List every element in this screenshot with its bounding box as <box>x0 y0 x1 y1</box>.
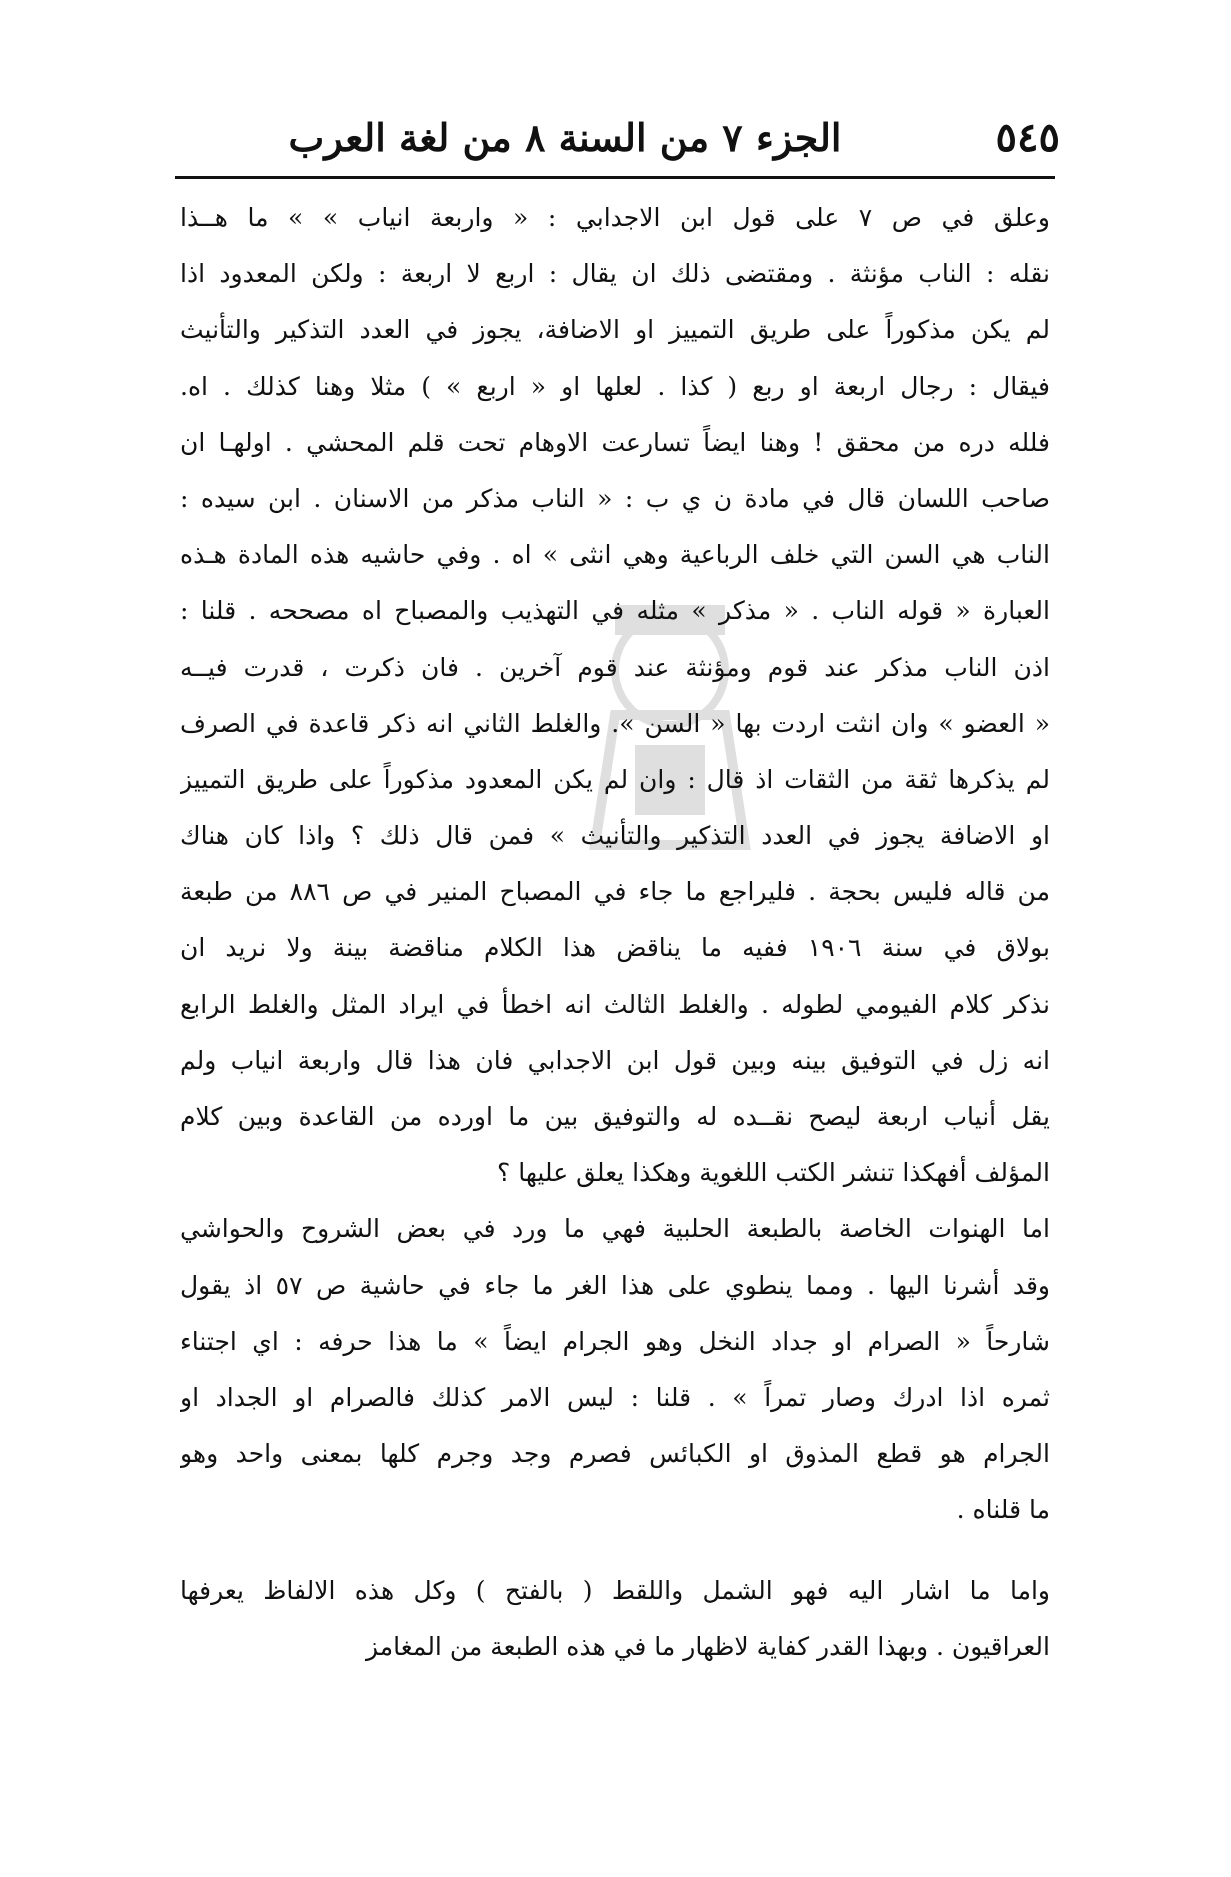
text-line: فلله دره من محقق ! وهنا ايضاً تسارعت الاوهام تحت قلم المحشي . اولهـا ان <box>180 427 1050 457</box>
text-line: وعلق في ص ٧ على قول ابن الاجدابي : « واربعة انياب » » ما هــذا <box>180 203 1050 232</box>
text-line: وقد أشرنا اليها . ومما ينطوي على هذا الغر ما جاء في حاشية ص ٥٧ اذ يقول <box>180 1270 1050 1300</box>
text-line: ثمره اذا ادرك وصار تمراً » . قلنا : ليس الامر كذلك فالصرام او الجداد او <box>180 1382 1050 1412</box>
text-line: العبارة « قوله الناب . « مذكر » مثله في التهذيب والمصباح اه مصححه . قلنا : <box>180 596 1050 626</box>
text-line: الناب هي السن التي خلف الرباعية وهي انثى » اه . وفي حاشيه هذه المادة هـذه <box>180 540 1050 570</box>
text-line: ما قلناه . <box>956 1495 1050 1525</box>
text-line: اما الهنوات الخاصة بالطبعة الحلبية فهي ما ورد في بعض الشروح والحواشي <box>180 1214 1050 1244</box>
paragraph-container <box>180 190 1050 1675</box>
paragraph <box>180 1563 1050 1675</box>
text-line: انه زل في التوفيق بينه وبين قول ابن الاجدابي فان هذا قال واربعة انياب ولم <box>180 1045 1050 1075</box>
text-line: يقل أنياب اربعة ليصح نقــده له والتوفيق بين ما اورده من القاعدة وبين كلام <box>180 1102 1050 1131</box>
page-number: ٥٤٥ <box>995 114 1060 161</box>
text-line: او الاضافة يجوز في العدد التذكير والتأنيث » فمن قال ذلك ؟ واذا كان هناك <box>180 821 1050 851</box>
text-line: نذكر كلام الفيومي لطوله . والغلط الثالث انه اخطأ في ايراد المثل والغلط الرابع <box>180 989 1050 1019</box>
paragraph-gap <box>180 1539 1050 1563</box>
paragraph <box>180 1201 1050 1538</box>
paragraph <box>180 190 1050 1201</box>
text-line: اذن الناب مذكر عند قوم ومؤنثة عند قوم آخرين . فان ذكرت ، قدرت فيــه <box>180 652 1050 682</box>
text-line: صاحب اللسان قال في مادة ن ي ب : « الناب مذكر من الاسنان . ابن سيده : <box>180 483 1050 513</box>
text-line: لم يذكرها ثقة من الثقات اذ قال : وان لم يكن المعدود مذكوراً على طريق التمييز <box>180 764 1050 794</box>
text-line: شارحاً « الصرام او جداد النخل وهو الجرام ايضاً » ما هذا حرفه : اي اجتناء <box>180 1326 1050 1356</box>
text-line: نقله : الناب مؤنثة . ومقتضى ذلك ان يقال : اربع لا اربعة : ولكن المعدود اذا <box>180 259 1050 289</box>
running-title: الجزء ٧ من السنة ٨ من لغة العرب <box>288 115 842 160</box>
text-line: فيقال : رجال اربعة او ربع ( كذا . لعلها او « اربع » ) مثلا وهنا كذلك . اه. <box>180 371 1050 401</box>
text-line: من قاله فليس بحجة . فليراجع ما جاء في المصباح المنير في ص ٨٨٦ من طبعة <box>180 877 1050 907</box>
text-line: بولاق في سنة ١٩٠٦ ففيه ما يناقض هذا الكلام مناقضة بينة ولا نريد ان <box>180 933 1050 963</box>
article-body <box>180 190 1050 1675</box>
page-header <box>180 108 1060 168</box>
text-line: « العضو » وان انثت اردت بها « السن ». والغلط الثاني انه ذكر قاعدة في الصرف <box>180 708 1050 738</box>
text-line: المؤلف أفهكذا تنشر الكتب اللغوية وهكذا يعلق عليها ؟ <box>497 1158 1050 1188</box>
text-line: لم يكن مذكوراً على طريق التمييز او الاضافة، يجوز في العدد التذكير والتأنيث <box>180 315 1050 345</box>
text-line: واما ما اشار اليه فهو الشمل واللقط ( بالفتح ) وكل هذه الالفاظ يعرفها <box>180 1575 1050 1605</box>
header-rule <box>175 176 1055 179</box>
text-line: العراقيون . وبهذا القدر كفاية لاظهار ما في هذه الطبعة من المغامز <box>366 1631 1050 1661</box>
text-line: الجرام هو قطع المذوق او الكبائس فصرم وجد وجرم كلها بمعنى واحد وهو <box>180 1439 1050 1469</box>
